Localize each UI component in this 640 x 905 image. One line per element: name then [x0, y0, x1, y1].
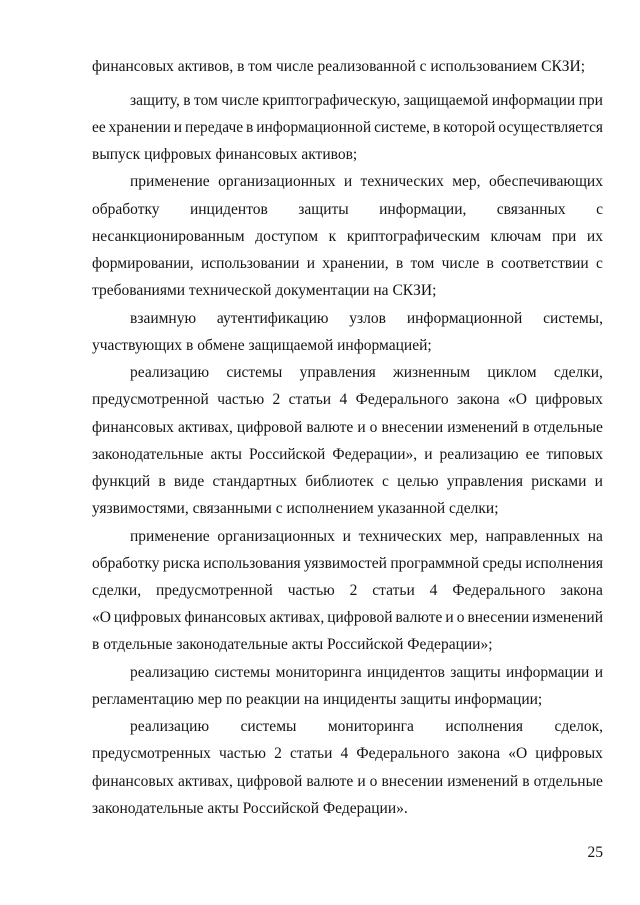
- paragraph-line: в отдельные законодательные акты Российской Федерации»;: [92, 636, 493, 653]
- paragraph-line-justified: реализацию системы мониторинга исполнения сделок,: [130, 718, 603, 735]
- paragraph-line: уязвимостями, связанными с исполнением указанной сделки;: [92, 500, 499, 517]
- page-number: 25: [587, 844, 603, 861]
- paragraph-line: выпуск цифровых финансовых активов;: [92, 146, 358, 163]
- paragraph-line-justified: предусмотренной частью 2 статьи 4 Федерального закона «О цифровых: [92, 391, 603, 408]
- paragraph-line: требованиями технической документации на СКЗИ;: [92, 282, 437, 299]
- paragraph-line: законодательные акты Российской Федерации».: [92, 800, 408, 817]
- paragraph-line-justified: финансовых активах, цифровой валюте и о внесении изменений в отдельные: [92, 773, 603, 790]
- paragraph-line: регламентацию мер по реакции на инциденты защиты информации;: [92, 691, 543, 708]
- paragraph-line-justified: «О цифровых финансовых активах, цифровой валюте и о внесении изменений: [92, 609, 603, 626]
- paragraph-line: участвующих в обмене защищаемой информацией;: [92, 337, 432, 354]
- paragraph-line-justified: применение организационных и технических мер, направленных на: [130, 528, 603, 545]
- paragraph-line-justified: предусмотренных частью 2 статьи 4 Федерального закона «О цифровых: [92, 745, 603, 762]
- paragraph-line-justified: ее хранении и передаче в информационной системе, в которой осуществляется: [92, 119, 603, 136]
- paragraph-line-justified: обработку инцидентов защиты информации, связанных с: [92, 201, 603, 218]
- paragraph-line-justified: реализацию системы мониторинга инцидентов защиты информации и: [130, 664, 603, 681]
- paragraph-line-justified: формировании, использовании и хранении, в том числе в соответствии с: [92, 255, 603, 272]
- paragraph-line-justified: законодательные акты Российской Федерации», и реализацию ее типовых: [92, 446, 603, 463]
- paragraph-line: финансовых активов, в том числе реализованной с использованием СКЗИ;: [92, 58, 586, 75]
- paragraph-line-justified: защиту, в том числе криптографическую, защищаемой информации при: [130, 92, 603, 109]
- paragraph-line-justified: финансовых активах, цифровой валюте и о внесении изменений в отдельные: [92, 419, 603, 436]
- paragraph-line-justified: реализацию системы управления жизненным циклом сделки,: [130, 364, 603, 381]
- paragraph-line-justified: несанкционированным доступом к криптографическим ключам при их: [92, 228, 603, 245]
- paragraph-line-justified: функций в виде стандартных библиотек с целью управления рисками и: [92, 473, 603, 490]
- paragraph-line-justified: сделки, предусмотренной частью 2 статьи 4 Федерального закона: [92, 582, 603, 599]
- paragraph-line-justified: применение организационных и технических мер, обеспечивающих: [130, 173, 603, 190]
- paragraph-line-justified: взаимную аутентификацию узлов информационной системы,: [130, 310, 603, 327]
- paragraph-line-justified: обработку риска использования уязвимостей программной среды исполнения: [92, 555, 603, 572]
